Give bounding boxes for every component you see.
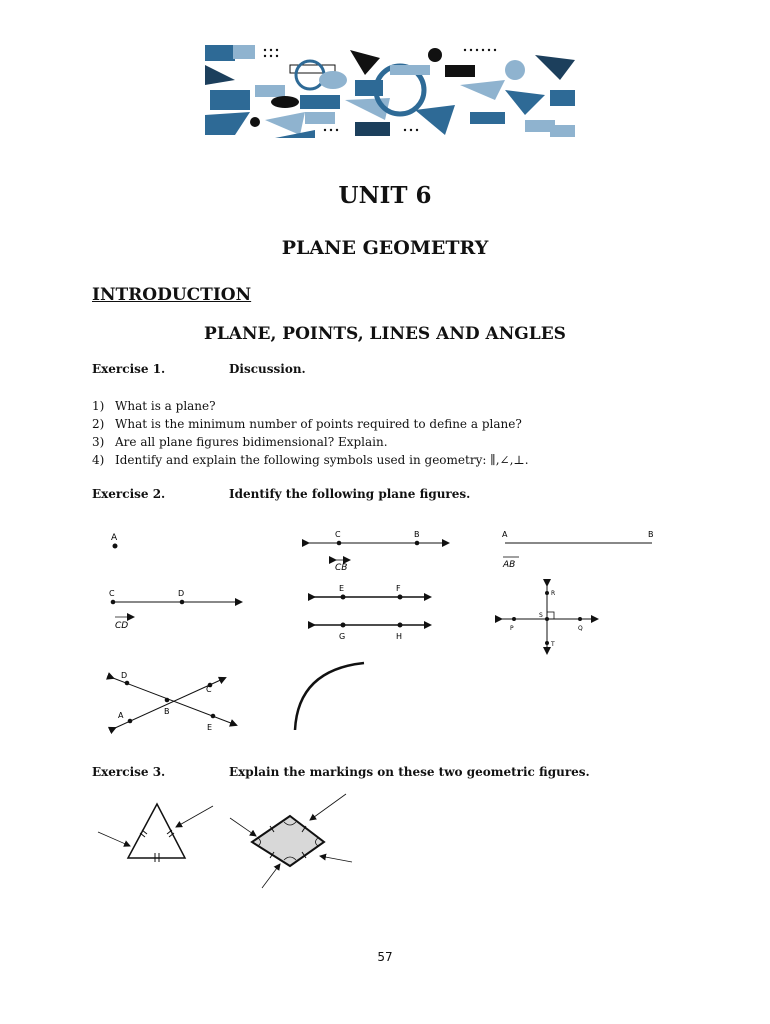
svg-text:P: P bbox=[510, 625, 514, 632]
svg-text:CB: CB bbox=[335, 563, 348, 573]
section-title: PLANE, POINTS, LINES AND ANGLES bbox=[204, 324, 566, 344]
exercise2-figures bbox=[0, 520, 770, 740]
figure-rhombus bbox=[230, 794, 352, 888]
svg-text:D: D bbox=[121, 671, 128, 680]
exercise2-label: Exercise 2. bbox=[92, 487, 166, 501]
exercise2-title: Identify the following plane figures. bbox=[229, 487, 471, 501]
svg-text:B: B bbox=[164, 707, 170, 716]
unit-subject: PLANE GEOMETRY bbox=[281, 237, 489, 259]
svg-text:A: A bbox=[118, 711, 124, 720]
svg-text:G: G bbox=[339, 632, 346, 641]
question-item: 1) What is a plane? bbox=[92, 399, 216, 413]
exercise1-label: Exercise 1. bbox=[92, 362, 166, 376]
figure-segment-ab bbox=[502, 530, 654, 570]
svg-text:C: C bbox=[109, 589, 115, 598]
svg-text:F: F bbox=[396, 584, 401, 593]
svg-text:T: T bbox=[551, 641, 555, 648]
svg-text:A: A bbox=[502, 530, 508, 539]
figure-point-a bbox=[111, 533, 118, 549]
figure-intersecting-lines bbox=[113, 671, 236, 732]
figure-curve bbox=[295, 663, 364, 730]
svg-text:E: E bbox=[207, 723, 213, 732]
svg-text:C: C bbox=[206, 685, 212, 694]
figure-line-cb bbox=[308, 530, 448, 573]
svg-text:R: R bbox=[551, 590, 556, 597]
svg-text:C: C bbox=[335, 530, 341, 539]
svg-text:H: H bbox=[396, 632, 403, 641]
decorative-geometric-banner bbox=[205, 40, 575, 138]
question-item: 3) Are all plane figures bidimensional? Explain. bbox=[92, 435, 388, 449]
svg-text:CD: CD bbox=[115, 621, 129, 631]
exercise3-title: Explain the markings on these two geometric figures. bbox=[229, 765, 590, 779]
introduction-heading: INTRODUCTION bbox=[92, 285, 252, 305]
exercise3-label: Exercise 3. bbox=[92, 765, 166, 779]
svg-text:Q: Q bbox=[578, 625, 583, 632]
svg-text:B: B bbox=[648, 530, 654, 539]
question-item: 2) What is the minimum number of points required to define a plane? bbox=[92, 417, 522, 431]
exercise1-question-list bbox=[92, 397, 529, 469]
figure-parallel-lines bbox=[314, 584, 430, 641]
figure-isosceles-triangle bbox=[98, 804, 213, 862]
exercise1-title: Discussion. bbox=[229, 362, 306, 376]
svg-text:E: E bbox=[339, 584, 345, 593]
question-item: 4) Identify and explain the following symbols used in geometry: ∥,∠,⊥. bbox=[92, 453, 529, 467]
exercise3-figures bbox=[90, 790, 370, 900]
page-number: 57 bbox=[377, 950, 393, 964]
svg-text:B: B bbox=[414, 530, 420, 539]
svg-text:S: S bbox=[539, 612, 543, 619]
unit-title: UNIT 6 bbox=[338, 182, 432, 209]
svg-text:AB: AB bbox=[503, 560, 516, 570]
figure-perpendicular-lines bbox=[501, 585, 597, 653]
figure-ray-cd bbox=[109, 589, 241, 631]
svg-text:A: A bbox=[111, 533, 118, 543]
svg-text:D: D bbox=[178, 589, 185, 598]
